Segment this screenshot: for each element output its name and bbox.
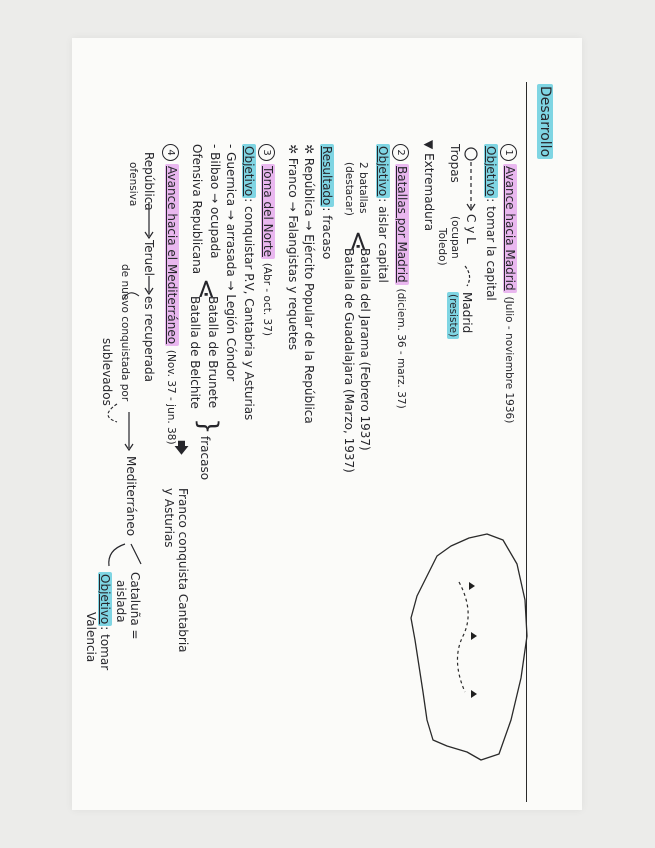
s2-resultado-text: : fracaso	[320, 207, 334, 260]
route-cyl: C y L	[464, 214, 478, 244]
s1-objetivo-label: Objetivo	[484, 146, 498, 197]
s2-batallas: 2 batallas	[357, 162, 369, 214]
asterisk-icon: ✲	[286, 144, 300, 155]
s3-guernica: - Guernica → arrasada → Legión Cóndor	[224, 144, 238, 382]
map-marker-icon	[469, 582, 475, 590]
resiste-label: (resiste)	[447, 294, 459, 338]
s3-fracaso: fracaso	[198, 436, 212, 481]
madrid-label: Madrid	[460, 292, 474, 334]
conquistada: de nuevo conquistada por	[119, 264, 131, 402]
s4-dates: (Nov. 37 - jun. 38)	[165, 349, 177, 445]
mediterraneo: Mediterráneo	[124, 456, 138, 537]
s2-objetivo-text: : aislar capital	[376, 198, 390, 283]
s2-title: Batallas por Madrid	[395, 166, 409, 283]
franco-conquista: Franco conquista Cantabria	[176, 488, 190, 653]
s2-republica: ✲ República → Ejército Popular de la República	[302, 144, 316, 424]
drop-icon: ▼	[422, 140, 436, 150]
s2-split-arrows: ⋖	[343, 230, 373, 252]
northern-spain-map	[87, 52, 587, 812]
s4-objetivo-text: : tomar	[98, 626, 112, 671]
map-marker-icon	[471, 690, 477, 698]
extremadura-label: ▼ Extremadura	[422, 140, 436, 232]
s1-objetivo-text: : tomar la capital	[484, 198, 498, 301]
brunete: Batalla de Brunete	[206, 296, 220, 409]
s3-bilbao: - Bilbao → ocupada	[208, 144, 222, 259]
aislada: aislada	[114, 580, 128, 623]
rotated-notes	[84, 52, 587, 812]
recuperada: es recuperada	[142, 296, 156, 382]
s1-number: 1	[500, 144, 517, 161]
s4-objetivo-label: Objetivo	[98, 574, 112, 625]
valencia: Valencia	[84, 612, 98, 663]
s3-objetivo-label: Objetivo	[242, 146, 256, 197]
thick-arrow-icon: 🡆	[172, 440, 190, 456]
s2-franco: ✲ Franco → Falangistas y requetes	[286, 144, 300, 351]
s3-dates: (Abr - oct. 37)	[261, 262, 273, 336]
s3-brace: }	[193, 418, 223, 435]
s2-dates: (diciem. 36 - marz. 37)	[395, 288, 407, 409]
belchite: Batalla de Belchite	[188, 296, 202, 409]
section-title: Desarrollo	[537, 86, 553, 158]
s4-republica: República	[142, 152, 156, 211]
s3-number: 3	[258, 144, 275, 161]
s1-dates: (Julio - noviembre 1936)	[503, 296, 515, 424]
tropas-label: Tropas	[448, 144, 462, 183]
guadalajara: Batalla de Guadalajara (Marzo, 1937)	[342, 248, 356, 473]
s2-destacar: (destacar)	[343, 162, 355, 216]
s1-title: Avance hacia Madrid	[503, 166, 517, 291]
route-toledo: Toledo)	[436, 228, 448, 266]
teruel: Teruel	[142, 240, 156, 276]
s3-split-arrows: ⋖	[191, 278, 221, 300]
s4-title: Avance hacia el Mediterráneo	[165, 166, 179, 345]
franco-y-asturias: y Asturias	[162, 488, 176, 548]
s2-number: 2	[392, 144, 409, 161]
jarama: Batalla del Jarama (Febrero 1937)	[358, 248, 372, 451]
sublevados: sublevados	[100, 338, 114, 406]
s2-objetivo-label: Objetivo	[376, 146, 390, 197]
s4-number: 4	[162, 144, 179, 161]
asterisk-icon: ✲	[302, 144, 316, 155]
map-marker-icon	[471, 632, 477, 640]
s3-title: Toma del Norte	[261, 166, 275, 257]
s3-objetivo-text: : conquistar P.V, Cantabria y Asturias	[242, 198, 256, 421]
s3-ofensiva: Ofensiva Republicana	[190, 144, 204, 275]
route-ocupan: (ocupan	[449, 216, 461, 259]
s4-ofensiva: ofensiva	[127, 162, 139, 207]
s2-resultado-label: Resultado	[320, 146, 334, 206]
cataluna: Cataluña =	[128, 572, 142, 640]
